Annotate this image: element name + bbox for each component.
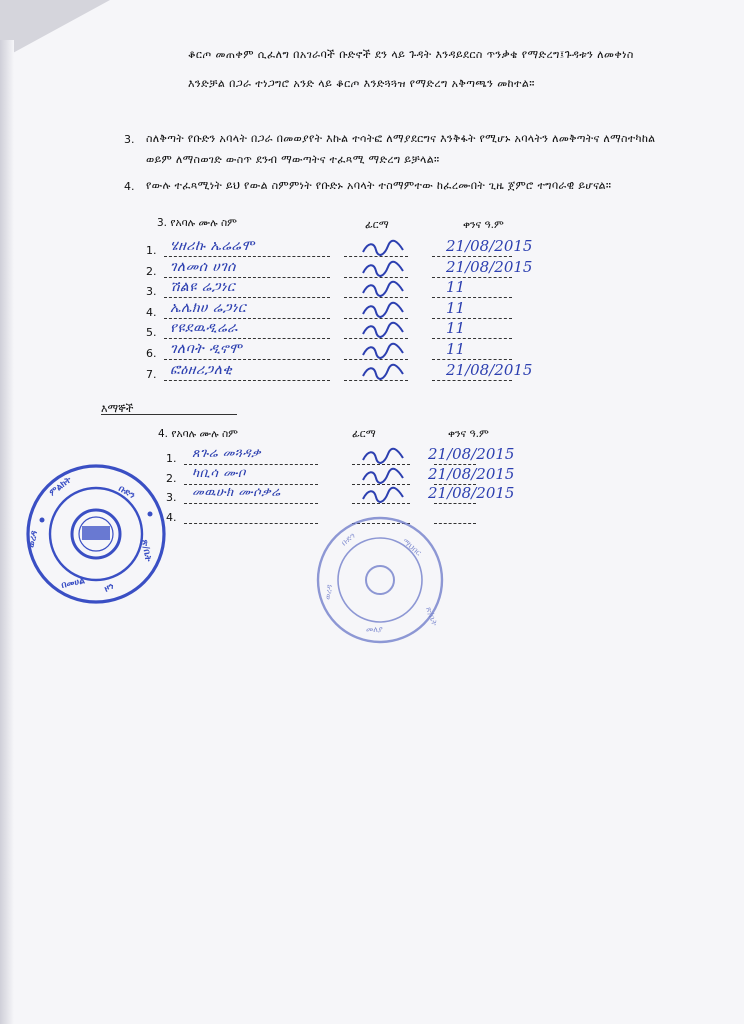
svg-text:ጽ/ቤት: ጽ/ቤት [139, 538, 153, 563]
member-name-line [164, 380, 330, 381]
member-name-line [164, 318, 330, 319]
member-name-handwritten: የዩደዉዲሬራ [170, 320, 238, 337]
member-date-line [432, 318, 512, 319]
svg-text:ምልክት: ምልክት [47, 475, 74, 499]
member-name-line [164, 338, 330, 339]
members-header-name: 3. የአባሉ ሙሉ ስም [157, 217, 237, 229]
witness-header-date: ቀንና ዓ.ም [448, 428, 489, 440]
item-3-text: ስለቅጣት የቡድን አባላት በጋራ በመወያየት እኩል ተሳትፎ ለማያደርግና እንቅፋት የሚሆኑ አባላትን ለመቅጣትና ለማስተካከል ወይም ለማስወገድ ውስጥ ደንብ ማውጣትና ተፈጻሚ ማድረግ ይቻላል። [146, 132, 656, 166]
svg-text:ወረዳ: ወረዳ [27, 529, 40, 549]
svg-text:ማህበር: ማህበር [400, 536, 424, 558]
official-stamp-center [310, 512, 450, 648]
member-name-handwritten: ገለባት ዲኖሞ [170, 341, 243, 357]
witness-row-number: 2. [166, 471, 177, 485]
member-name-handwritten: ኤሌክሀ ሬጋነር [170, 299, 247, 316]
official-stamp-left [22, 460, 170, 608]
item-3-number: 3. [124, 133, 135, 146]
witnesses-underline [101, 414, 237, 415]
svg-text:ዞን: ዞን [102, 581, 116, 595]
witness-name-handwritten: ጸጉሬ መጓዳቃ [192, 446, 262, 461]
svg-text:ወረዳ: ወረዳ [323, 584, 335, 601]
member-date-handwritten: 11 [446, 319, 466, 338]
member-row-number: 3. [146, 285, 157, 299]
witness-header-name: 4. የአባሉ ሙሉ ስም [158, 428, 238, 440]
witness-signature-mark [360, 446, 406, 466]
witness-name-handwritten: ካቢሳ ሙቦ [192, 465, 246, 481]
member-name-line [164, 256, 330, 257]
member-signature-mark [360, 279, 406, 299]
witness-row-number: 4. [166, 510, 177, 524]
member-date-handwritten: 21/08/2015 [446, 257, 533, 276]
svg-text:መለያ: መለያ [366, 625, 383, 634]
svg-text:በመሀል: በመሀል [60, 576, 86, 591]
witnesses-label: እማኞች [101, 402, 134, 415]
svg-text:ጽ/ቤት: ጽ/ቤት [424, 605, 440, 627]
witness-date-handwritten: 21/08/2015 [428, 484, 515, 502]
witness-row-number: 3. [166, 491, 177, 504]
witness-signature-mark [360, 485, 406, 505]
item-4-text: የውሉ ተፈጻሚነት ይህ የውል ስምምነት የቡድኑ አባላት ተስማምተው ከፈረሙበት ጊዜ ጀምሮ ተግባራዊ ይሆናል። [146, 179, 612, 192]
witness-name-handwritten: መዉሁክ ሙሶቃሬ [192, 485, 281, 500]
witness-date-handwritten: 21/08/2015 [428, 464, 515, 483]
member-date-handwritten: 11 [446, 340, 466, 358]
member-date-line [432, 277, 512, 278]
witness-header-signature: ፊርማ [352, 428, 376, 440]
member-row-number: 6. [146, 347, 157, 360]
member-name-handwritten: ገለመሰ ሀገሰ [170, 258, 236, 275]
svg-text:ቡድን: ቡድን [339, 530, 358, 548]
member-name-handwritten: ሽልዩ ሬጋነር [170, 279, 236, 296]
svg-text:ቡድን: ቡድን [116, 483, 137, 502]
member-date-handwritten: 11 [446, 298, 466, 317]
member-name-line [164, 359, 330, 360]
member-signature-mark [360, 320, 406, 340]
item-4-number: 4. [124, 180, 135, 193]
page-edge-shadow [0, 40, 14, 1024]
member-name-handwritten: ፎዕዘሪጋለቂ [170, 361, 233, 378]
members-header-signature: ፊርማ [365, 219, 389, 231]
witness-name-line [184, 523, 318, 524]
member-signature-mark [360, 362, 406, 382]
member-row-number: 4. [146, 305, 157, 319]
member-date-handwritten: 21/08/2015 [446, 237, 533, 255]
member-date-line [432, 297, 512, 298]
member-date-handwritten: 21/08/2015 [446, 360, 533, 379]
member-row-number: 5. [146, 326, 157, 340]
witness-name-line [184, 503, 318, 504]
intro-paragraph: ቆርጦ መጠቀም ሲፈለግ በአገራባች ቡድኖች ደን ላይ ጉዳት እንዳይደርስ ጥንቃቄ የማድረግ፤ጉዳቱን ለመቀነስ እንድቻል በጋራ ተነጋግሮ አንድ ላይ ቆርጦ እንድጓጓዝ የማድረግ አቅጣጫን መከተል። [188, 48, 634, 90]
member-row-number: 2. [146, 264, 157, 278]
witness-date-handwritten: 21/08/2015 [428, 445, 515, 463]
folded-corner [0, 0, 110, 60]
member-signature-mark [360, 300, 406, 320]
member-date-line [432, 338, 512, 339]
member-signature-mark [360, 259, 406, 279]
member-date-line [432, 380, 512, 381]
member-name-line [164, 277, 330, 278]
witness-date-line [434, 503, 476, 504]
member-date-handwritten: 11 [446, 278, 466, 297]
member-row-number: 1. [146, 244, 157, 257]
member-name-handwritten: ሄዘሪኩ ኤሬሬሞ [170, 238, 255, 254]
member-row-number: 7. [146, 367, 157, 381]
witness-signature-mark [360, 466, 406, 486]
members-header-date: ቀንና ዓ.ም [463, 219, 504, 231]
witness-row-number: 1. [166, 452, 177, 465]
member-signature-mark [360, 238, 406, 258]
member-signature-mark [360, 341, 406, 361]
member-name-line [164, 297, 330, 298]
